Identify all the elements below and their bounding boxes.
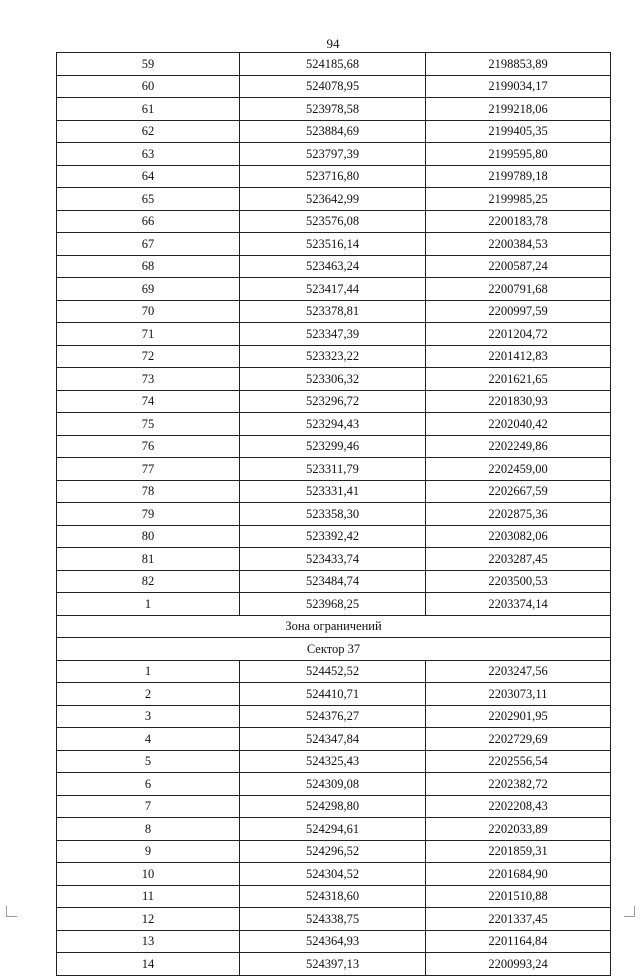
point-number-cell: 70	[57, 300, 240, 323]
table-row	[57, 795, 611, 818]
y-coordinate-cell: 2202040,42	[426, 413, 611, 436]
x-coordinate-cell: 523347,39	[240, 323, 426, 346]
point-number-cell: 78	[57, 480, 240, 503]
x-coordinate-cell: 523358,30	[240, 503, 426, 526]
x-coordinate-cell: 523306,32	[240, 368, 426, 391]
point-number-cell: 68	[57, 255, 240, 278]
table-row	[57, 255, 611, 278]
y-coordinate-cell: 2199034,17	[426, 75, 611, 98]
table-row	[57, 683, 611, 706]
y-coordinate-cell: 2200997,59	[426, 300, 611, 323]
x-coordinate-cell: 523417,44	[240, 278, 426, 301]
y-coordinate-cell: 2202208,43	[426, 795, 611, 818]
point-number-cell: 75	[57, 413, 240, 436]
point-number-cell: 63	[57, 143, 240, 166]
x-coordinate-cell: 524304,52	[240, 863, 426, 886]
y-coordinate-cell: 2202249,86	[426, 435, 611, 458]
y-coordinate-cell: 2203500,53	[426, 570, 611, 593]
y-coordinate-cell: 2200993,24	[426, 953, 611, 976]
y-coordinate-cell: 2198853,89	[426, 53, 611, 76]
y-coordinate-cell: 2201510,88	[426, 885, 611, 908]
x-coordinate-cell: 524185,68	[240, 53, 426, 76]
x-coordinate-cell: 523311,79	[240, 458, 426, 481]
y-coordinate-cell: 2202875,36	[426, 503, 611, 526]
x-coordinate-cell: 524325,43	[240, 750, 426, 773]
x-coordinate-cell: 523378,81	[240, 300, 426, 323]
point-number-cell: 65	[57, 188, 240, 211]
point-number-cell: 2	[57, 683, 240, 706]
table-row	[57, 413, 611, 436]
x-coordinate-cell: 524296,52	[240, 840, 426, 863]
point-number-cell: 14	[57, 953, 240, 976]
point-number-cell: 1	[57, 660, 240, 683]
point-number-cell: 13	[57, 930, 240, 953]
table-row	[57, 548, 611, 571]
table-row	[57, 368, 611, 391]
x-coordinate-cell: 523463,24	[240, 255, 426, 278]
y-coordinate-cell: 2203082,06	[426, 525, 611, 548]
point-number-cell: 64	[57, 165, 240, 188]
x-coordinate-cell: 523978,58	[240, 98, 426, 121]
x-coordinate-cell: 523392,42	[240, 525, 426, 548]
point-number-cell: 71	[57, 323, 240, 346]
y-coordinate-cell: 2202382,72	[426, 773, 611, 796]
table-row	[57, 458, 611, 481]
x-coordinate-cell: 523433,74	[240, 548, 426, 571]
table-row	[57, 53, 611, 76]
x-coordinate-cell: 523968,25	[240, 593, 426, 616]
point-number-cell: 5	[57, 750, 240, 773]
y-coordinate-cell: 2199595,80	[426, 143, 611, 166]
table-row	[57, 435, 611, 458]
x-coordinate-cell: 524397,13	[240, 953, 426, 976]
point-number-cell: 10	[57, 863, 240, 886]
x-coordinate-cell: 523516,14	[240, 233, 426, 256]
section-row	[57, 615, 611, 638]
section-row	[57, 638, 611, 661]
point-number-cell: 72	[57, 345, 240, 368]
x-coordinate-cell: 523884,69	[240, 120, 426, 143]
y-coordinate-cell: 2201412,83	[426, 345, 611, 368]
point-number-cell: 4	[57, 728, 240, 751]
table-row	[57, 750, 611, 773]
table-row	[57, 660, 611, 683]
x-coordinate-cell: 524347,84	[240, 728, 426, 751]
table-row	[57, 480, 611, 503]
coordinates-table	[56, 52, 611, 976]
table-row	[57, 390, 611, 413]
table-row	[57, 570, 611, 593]
point-number-cell: 81	[57, 548, 240, 571]
y-coordinate-cell: 2202556,54	[426, 750, 611, 773]
point-number-cell: 76	[57, 435, 240, 458]
y-coordinate-cell: 2203287,45	[426, 548, 611, 571]
point-number-cell: 3	[57, 705, 240, 728]
x-coordinate-cell: 523642,99	[240, 188, 426, 211]
y-coordinate-cell: 2199218,06	[426, 98, 611, 121]
table-row	[57, 278, 611, 301]
y-coordinate-cell: 2199985,25	[426, 188, 611, 211]
point-number-cell: 80	[57, 525, 240, 548]
y-coordinate-cell: 2203073,11	[426, 683, 611, 706]
point-number-cell: 67	[57, 233, 240, 256]
table-row	[57, 165, 611, 188]
y-coordinate-cell: 2202033,89	[426, 818, 611, 841]
point-number-cell: 11	[57, 885, 240, 908]
table-row	[57, 773, 611, 796]
point-number-cell: 74	[57, 390, 240, 413]
point-number-cell: 79	[57, 503, 240, 526]
scan-corner-mark	[624, 906, 635, 917]
x-coordinate-cell: 523323,22	[240, 345, 426, 368]
point-number-cell: 62	[57, 120, 240, 143]
y-coordinate-cell: 2201830,93	[426, 390, 611, 413]
table-row	[57, 863, 611, 886]
y-coordinate-cell: 2201684,90	[426, 863, 611, 886]
y-coordinate-cell: 2200384,53	[426, 233, 611, 256]
section-title: Сектор 37	[57, 638, 611, 661]
x-coordinate-cell: 523294,43	[240, 413, 426, 436]
x-coordinate-cell: 524318,60	[240, 885, 426, 908]
y-coordinate-cell: 2201204,72	[426, 323, 611, 346]
table-row	[57, 818, 611, 841]
point-number-cell: 59	[57, 53, 240, 76]
table-row	[57, 143, 611, 166]
point-number-cell: 61	[57, 98, 240, 121]
y-coordinate-cell: 2200791,68	[426, 278, 611, 301]
x-coordinate-cell: 523576,08	[240, 210, 426, 233]
x-coordinate-cell: 523331,41	[240, 480, 426, 503]
scan-corner-mark	[6, 906, 17, 917]
y-coordinate-cell: 2200587,24	[426, 255, 611, 278]
x-coordinate-cell: 524309,08	[240, 773, 426, 796]
y-coordinate-cell: 2203247,56	[426, 660, 611, 683]
table-row	[57, 525, 611, 548]
table-row	[57, 908, 611, 931]
x-coordinate-cell: 524294,61	[240, 818, 426, 841]
y-coordinate-cell: 2202459,00	[426, 458, 611, 481]
table-row	[57, 840, 611, 863]
table-row	[57, 210, 611, 233]
table-row	[57, 98, 611, 121]
point-number-cell: 66	[57, 210, 240, 233]
table-row	[57, 953, 611, 976]
point-number-cell: 6	[57, 773, 240, 796]
table-row	[57, 705, 611, 728]
y-coordinate-cell: 2200183,78	[426, 210, 611, 233]
y-coordinate-cell: 2201621,65	[426, 368, 611, 391]
point-number-cell: 7	[57, 795, 240, 818]
table-row	[57, 728, 611, 751]
table-row	[57, 345, 611, 368]
y-coordinate-cell: 2203374,14	[426, 593, 611, 616]
table-row	[57, 593, 611, 616]
x-coordinate-cell: 524298,80	[240, 795, 426, 818]
y-coordinate-cell: 2202729,69	[426, 728, 611, 751]
y-coordinate-cell: 2199789,18	[426, 165, 611, 188]
table-row	[57, 503, 611, 526]
point-number-cell: 8	[57, 818, 240, 841]
point-number-cell: 60	[57, 75, 240, 98]
x-coordinate-cell: 524338,75	[240, 908, 426, 931]
y-coordinate-cell: 2199405,35	[426, 120, 611, 143]
coordinates-table-body	[57, 53, 611, 976]
point-number-cell: 9	[57, 840, 240, 863]
x-coordinate-cell: 524376,27	[240, 705, 426, 728]
x-coordinate-cell: 524410,71	[240, 683, 426, 706]
y-coordinate-cell: 2201337,45	[426, 908, 611, 931]
point-number-cell: 1	[57, 593, 240, 616]
table-row	[57, 300, 611, 323]
table-row	[57, 885, 611, 908]
table-row	[57, 75, 611, 98]
page-number: 94	[326, 36, 340, 51]
y-coordinate-cell: 2201859,31	[426, 840, 611, 863]
x-coordinate-cell: 523296,72	[240, 390, 426, 413]
point-number-cell: 73	[57, 368, 240, 391]
section-title: Зона ограничений	[57, 615, 611, 638]
table-row	[57, 930, 611, 953]
x-coordinate-cell: 524078,95	[240, 75, 426, 98]
x-coordinate-cell: 523299,46	[240, 435, 426, 458]
y-coordinate-cell: 2202667,59	[426, 480, 611, 503]
point-number-cell: 12	[57, 908, 240, 931]
table-row	[57, 233, 611, 256]
point-number-cell: 77	[57, 458, 240, 481]
table-row	[57, 120, 611, 143]
x-coordinate-cell: 524364,93	[240, 930, 426, 953]
x-coordinate-cell: 524452,52	[240, 660, 426, 683]
table-row	[57, 188, 611, 211]
x-coordinate-cell: 523484,74	[240, 570, 426, 593]
x-coordinate-cell: 523797,39	[240, 143, 426, 166]
point-number-cell: 69	[57, 278, 240, 301]
x-coordinate-cell: 523716,80	[240, 165, 426, 188]
y-coordinate-cell: 2201164,84	[426, 930, 611, 953]
y-coordinate-cell: 2202901,95	[426, 705, 611, 728]
table-row	[57, 323, 611, 346]
point-number-cell: 82	[57, 570, 240, 593]
